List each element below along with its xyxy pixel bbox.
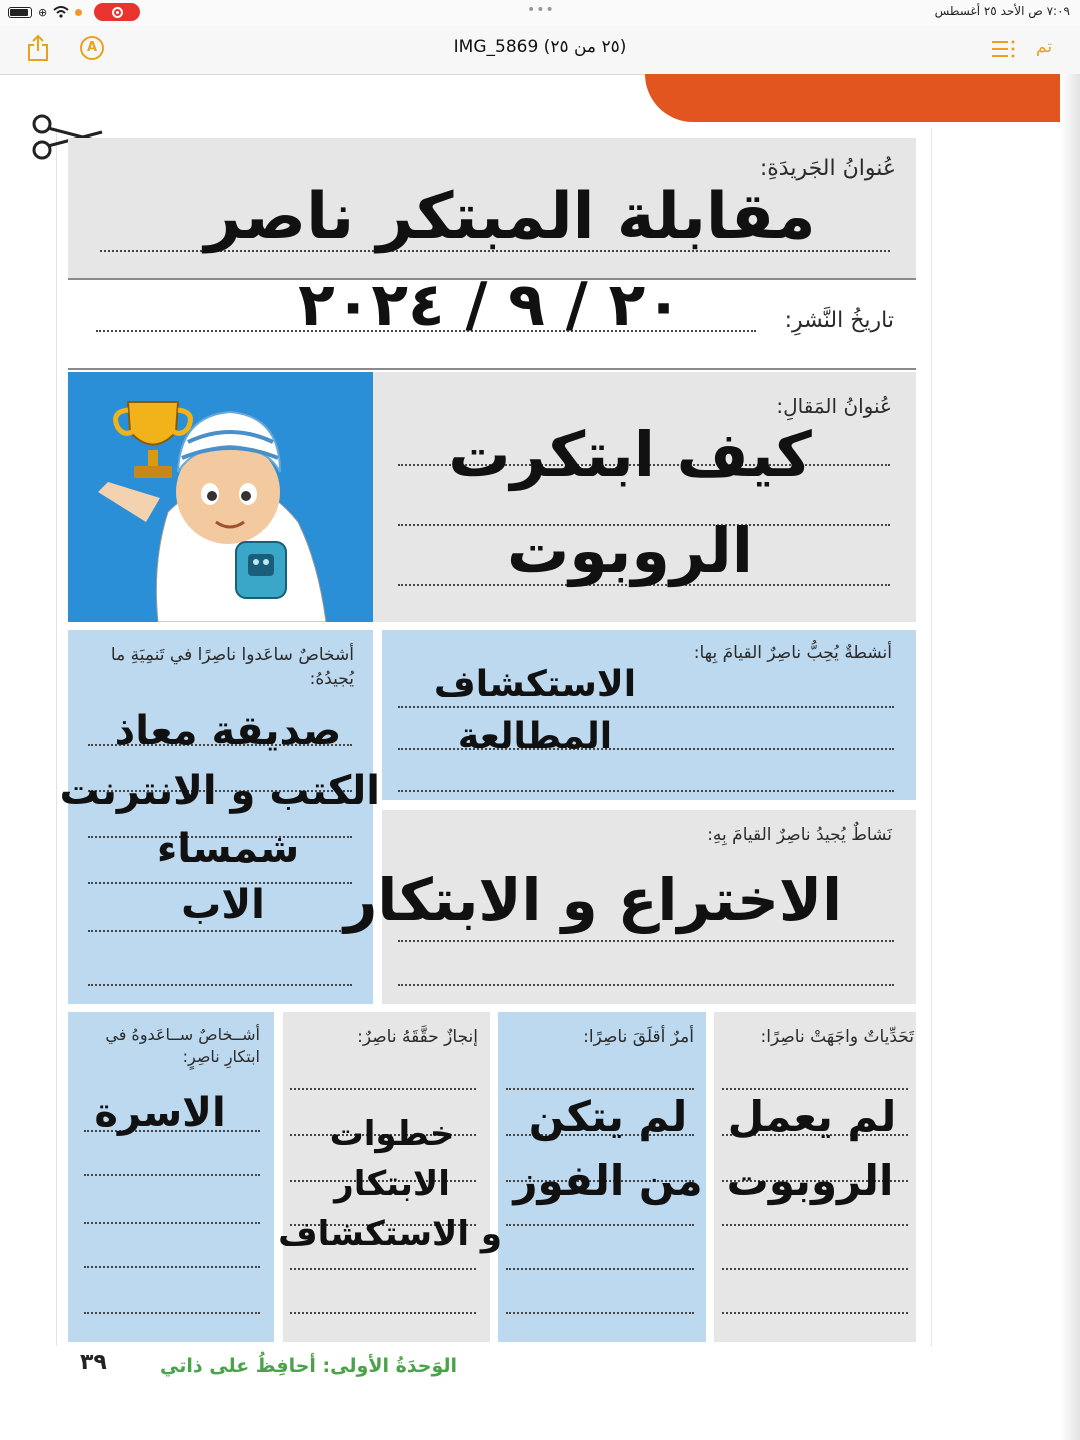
dotted-line xyxy=(84,1266,260,1268)
article-title-line1: كيف ابتكرت xyxy=(448,418,812,491)
achievements-line: و الاستكشاف xyxy=(278,1214,502,1254)
page-number: ٣٩ xyxy=(80,1350,107,1375)
markup-icon[interactable]: A xyxy=(80,36,104,60)
time-date: ٧:٠٩ ص الأحد ٢٥ أغسطس xyxy=(934,4,1070,18)
activities-line: المطالعة xyxy=(457,716,613,757)
done-button[interactable]: تم xyxy=(1036,37,1053,57)
article-title-line2: الروبوت xyxy=(506,514,754,587)
header-banner xyxy=(645,74,1073,122)
challenges-label: تَحَدِّياتٌ واجَهَتْ ناصِرًا: xyxy=(760,1027,914,1047)
boy-with-trophy-illustration xyxy=(68,372,373,622)
divider xyxy=(68,368,916,370)
achievements-line: الابتكار xyxy=(334,1164,450,1204)
skill-value: الاختراع و الابتكار xyxy=(344,866,842,934)
dotted-line xyxy=(398,706,894,708)
dotted-line xyxy=(84,1312,260,1314)
image-title: IMG_5869 (٢٥ من ٢٥) xyxy=(453,37,627,57)
mic-indicator-icon xyxy=(75,9,82,16)
newspaper-title-value: مقابلة المبتكر ناصر xyxy=(204,180,816,254)
achievements-label: إنجازٌ حقَّقَهُ ناصِرٌ: xyxy=(357,1027,478,1047)
page-fold-shadow xyxy=(1060,74,1080,1440)
worry-line: لم يتكن xyxy=(528,1092,688,1141)
supporters-value: الاسرة xyxy=(94,1090,226,1136)
article-title-label: عُنوانُ المَقالِ: xyxy=(776,394,892,418)
dotted-line xyxy=(398,790,894,792)
list-icon[interactable] xyxy=(992,40,1016,58)
screen-record-icon[interactable] xyxy=(94,3,140,21)
dotted-line xyxy=(290,1312,476,1314)
worry-line: من الفوز xyxy=(513,1156,703,1205)
challenges-line: الروبوت xyxy=(726,1156,894,1205)
dotted-line xyxy=(290,1088,476,1090)
dotted-line xyxy=(506,1088,694,1090)
helpers-line: شمساء xyxy=(156,826,300,872)
dotted-line xyxy=(506,1268,694,1270)
nav-bar xyxy=(0,26,1080,75)
helpers-line: الاب xyxy=(181,882,265,928)
worry-label: أمرٌ أقلَقَ ناصِرًا: xyxy=(583,1027,694,1047)
dotted-line xyxy=(84,1174,260,1176)
achievements-line: خطوات xyxy=(329,1114,455,1154)
dotted-line xyxy=(84,1222,260,1224)
publish-date-label: تاريخُ النَّشرِ: xyxy=(784,308,894,333)
status-icons xyxy=(8,3,140,21)
helpers-label: أشخاصٌ ساعَدوا ناصِرًا في تَنمِيَةِ ما يُجيدُهُ: xyxy=(110,645,354,689)
dotted-line xyxy=(290,1268,476,1270)
activities-line: الاستكشاف xyxy=(433,664,637,705)
publish-date-value: ٢٠ / ٩ / ٢٠٢٤ xyxy=(298,270,682,340)
dotted-line xyxy=(398,984,894,986)
dotted-line xyxy=(722,1312,908,1314)
supporters-label: أشــخاصٌ ســاعَدوهُ في ابتكارِ ناصِرٍ: xyxy=(105,1025,260,1067)
challenges-line: لم يعمل xyxy=(727,1092,897,1141)
newspaper-title-label: عُنوانُ الجَريدَةِ: xyxy=(759,156,896,181)
skill-label: نَشاطٌ يُجيدُ ناصِرٌ القيامَ بِهِ: xyxy=(707,825,892,845)
wifi-icon xyxy=(53,6,69,18)
multitask-dots[interactable]: ••• xyxy=(527,2,555,18)
status-bar xyxy=(0,0,1080,26)
helpers-line: الكتب و الانترنت xyxy=(59,768,380,814)
dotted-line xyxy=(506,1312,694,1314)
dotted-line xyxy=(722,1088,908,1090)
activities-label: أنشطةٌ يُحِبُّ ناصِرٌ القيامَ بِها: xyxy=(693,643,892,663)
dotted-line xyxy=(722,1268,908,1270)
battery-icon xyxy=(8,7,32,18)
dotted-line xyxy=(88,930,352,932)
lock-rotation-icon: ⊕ xyxy=(38,5,48,19)
unit-footer: الوَحدَةُ الأولى: أحافِظُ على ذاتي xyxy=(160,1355,458,1377)
dotted-line xyxy=(88,984,352,986)
dotted-line xyxy=(506,1224,694,1226)
dotted-line xyxy=(398,940,894,942)
helpers-line: صديقة معاذ xyxy=(114,708,342,754)
illustration-panel xyxy=(68,372,373,622)
dotted-line xyxy=(722,1224,908,1226)
